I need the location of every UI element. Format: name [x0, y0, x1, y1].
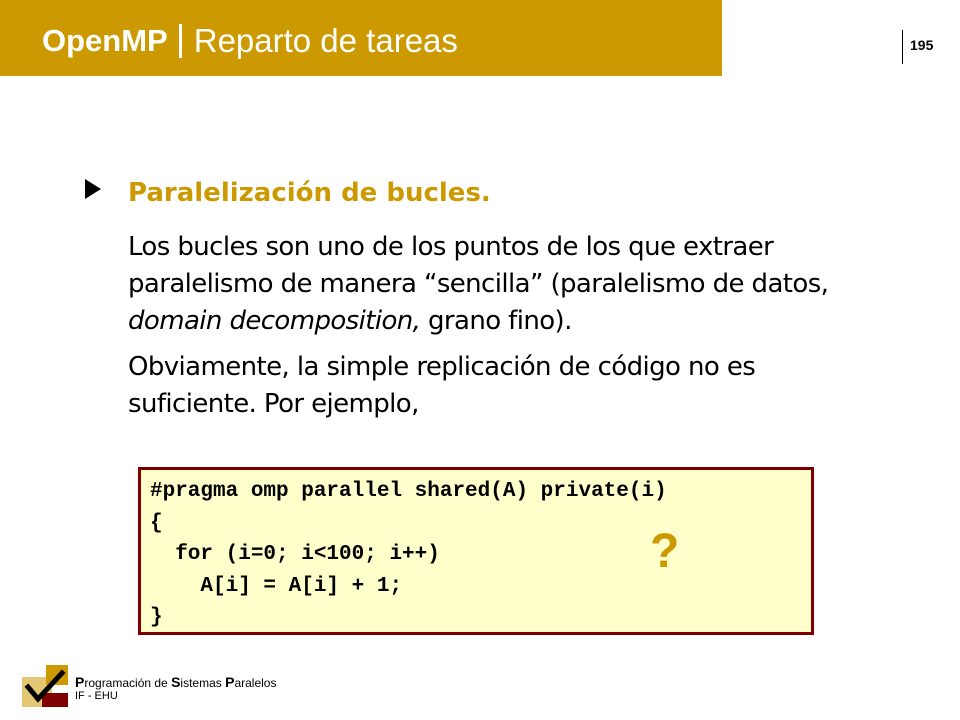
footer-institution: IF - EHU — [75, 690, 118, 702]
footer-word-programacion: rogramación — [84, 676, 155, 690]
paragraph-loops-emphasis: domain decomposition, — [128, 306, 421, 336]
page-number-separator — [902, 30, 903, 64]
page-number: 195 — [910, 37, 934, 53]
footer-initial-s: S — [171, 674, 181, 690]
footer-word-de: de — [154, 676, 172, 690]
code-line-1: #pragma omp parallel shared(A) private(i) — [150, 480, 667, 503]
footer-initial-p: P — [75, 674, 85, 690]
slide-title: Reparto de tareas — [193, 22, 458, 59]
footer-initial-p2: P — [225, 674, 235, 690]
paragraph-loops-text-2: grano fino). — [420, 306, 572, 336]
header-separator — [179, 24, 182, 58]
header-brand: OpenMP — [42, 23, 168, 58]
question-mark: ? — [650, 525, 680, 578]
footer-word-sistemas: istemas — [180, 676, 226, 690]
footer-word-paralelos: aralelos — [234, 676, 277, 690]
code-block — [150, 476, 667, 634]
footer-course-name — [75, 674, 276, 690]
paragraph-loops-text-1: Los bucles son uno de los puntos de los que extraer paralelismo de manera “sencilla” (paralelismo de datos, — [128, 232, 829, 299]
paragraph-replication: Obviamente, la simple replicación de código no es suficiente. Por ejemplo, — [128, 352, 756, 419]
checkmark-logo-icon — [22, 665, 68, 707]
slide-header — [42, 22, 458, 60]
paragraph-loops — [128, 229, 888, 340]
code-line-2: { — [150, 511, 163, 535]
code-line-3: for (i=0; i<100; i++) — [150, 543, 440, 566]
code-line-4: A[i] = A[i] + 1; — [150, 574, 403, 598]
bullet-arrow-icon — [85, 179, 101, 199]
bullet-heading: Paralelización de bucles. — [128, 178, 491, 208]
code-line-5: } — [150, 606, 163, 629]
